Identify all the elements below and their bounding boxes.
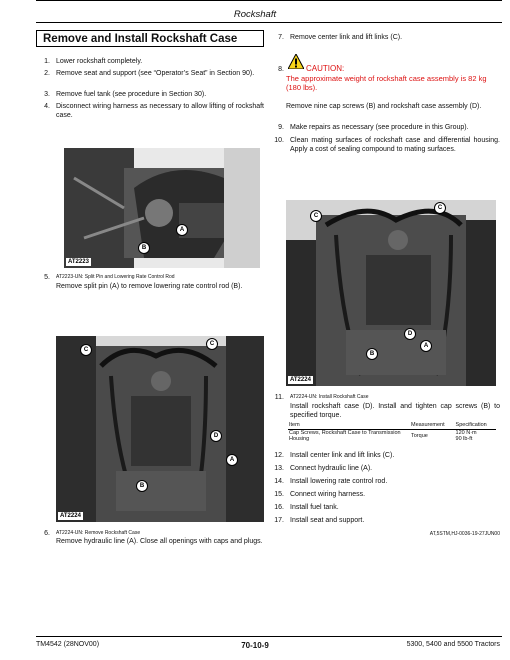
step-text: Remove center link and lift links (C). — [290, 34, 403, 41]
callout-c: C — [80, 344, 92, 356]
step-text: Connect wiring harness. — [290, 491, 366, 498]
figure-caption: AT2224-UN: Remove Rockshaft Case — [56, 530, 141, 536]
figure-caption: AT2224-UN: Install Rockshaft Case — [290, 394, 369, 400]
step-text: Make repairs as necessary (see procedure in this Group). — [290, 124, 469, 131]
callout-d: D — [210, 430, 222, 442]
photo-install-case — [286, 200, 496, 386]
step-number: 17. — [274, 517, 284, 524]
callout-a: A — [226, 454, 238, 466]
spec-measurement: Torque — [411, 432, 428, 439]
caution-label: CAUTION: — [306, 64, 345, 73]
running-head: Rockshaft — [233, 9, 277, 20]
step-text: Remove fuel tank (see procedure in Section 30). — [56, 91, 207, 98]
callout-b: B — [366, 348, 378, 360]
step-text: Connect hydraulic line (A). — [290, 465, 373, 472]
photo-remove-case — [56, 336, 264, 522]
step-number: 5. — [44, 274, 50, 281]
step-number: 3. — [44, 91, 50, 98]
callout-c: C — [434, 202, 446, 214]
spec-header-specification: Specification — [455, 422, 487, 428]
footer-rule — [36, 636, 502, 637]
footer-product: 5300, 5400 and 5500 Tractors — [406, 641, 500, 648]
section-title: Remove and Install Rockshaft Case — [36, 30, 264, 47]
step-number: 14. — [274, 478, 284, 485]
callout-b: B — [138, 242, 150, 254]
callout-b: B — [136, 480, 148, 492]
step-text: Remove hydraulic line (A). Close all openings with caps and plugs. — [56, 538, 263, 545]
step-number: 11. — [274, 394, 284, 401]
step-text: Disconnect wiring harness as necessary to allow lifting of rockshaft case. — [56, 103, 264, 119]
step-text: Install seat and support. — [290, 517, 365, 524]
step-number: 8. — [278, 66, 284, 73]
top-rule — [36, 0, 502, 1]
callout-c: C — [310, 210, 322, 222]
table-row — [288, 429, 496, 443]
figure-label: AT2224 — [60, 513, 81, 519]
callout-c: C — [206, 338, 218, 350]
step-text: Remove nine cap screws (B) and rockshaft case assembly (D). — [286, 103, 482, 110]
step-number: 13. — [274, 465, 284, 472]
step-text: Lower rockshaft completely. — [56, 58, 143, 65]
header-rule — [36, 22, 502, 23]
step-text: Install rockshaft case (D). Install and tighten cap screws (B) to specified torque. — [290, 403, 500, 419]
step-text: Clean mating surfaces of rockshaft case and differential housing. Apply a cost of sealing compound to mating surfaces. — [290, 137, 500, 153]
step-number: 15. — [274, 491, 284, 498]
step-number: 16. — [274, 504, 284, 511]
step-number: 12. — [274, 452, 284, 459]
figure-caption: AT2223-UN: Split Pin and Lowering Rate Control Rod — [56, 274, 175, 280]
callout-a: A — [420, 340, 432, 352]
step-text: Install center link and lift links (C). — [290, 452, 395, 459]
document-id: AT,5STM,HJ-0036-19-27JUN00 — [429, 531, 500, 537]
warning-icon — [288, 54, 304, 69]
spec-header-item: Item — [289, 422, 300, 428]
step-number: 4. — [44, 103, 50, 110]
step-text: Remove seat and support (see “Operator’s Seat” in Section 90). — [56, 70, 255, 77]
figure-label: AT2224 — [290, 377, 311, 383]
spec-header-measurement: Measurement — [411, 422, 445, 428]
spec-value: 120 N·m 90 lb-ft — [455, 429, 477, 442]
spec-header-row — [288, 422, 496, 429]
step-number: 6. — [44, 530, 50, 537]
spec-item: Cap Screws, Rockshaft Case to Transmission Housing — [289, 429, 401, 442]
caution-text: The approximate weight of rockshaft case assembly is 82 kg (180 lbs). — [286, 74, 487, 92]
footer-page-number: 70-10-9 — [241, 641, 269, 650]
step-number: 7. — [278, 34, 284, 41]
footer-manual-id: TM4542 (28NOV00) — [36, 641, 100, 648]
step-text: Install lowering rate control rod. — [290, 478, 388, 485]
step-number: 10. — [274, 137, 284, 144]
step-number: 9. — [278, 124, 284, 131]
step-number: 1. — [44, 58, 50, 65]
photo-split-pin — [64, 148, 260, 268]
spec-table — [288, 422, 496, 443]
callout-a: A — [176, 224, 188, 236]
step-text: Remove split pin (A) to remove lowering rate control rod (B). — [56, 283, 243, 290]
step-text: Install fuel tank. — [290, 504, 339, 511]
callout-d: D — [404, 328, 416, 340]
step-number: 2. — [44, 70, 50, 77]
figure-label: AT2223 — [68, 259, 89, 265]
